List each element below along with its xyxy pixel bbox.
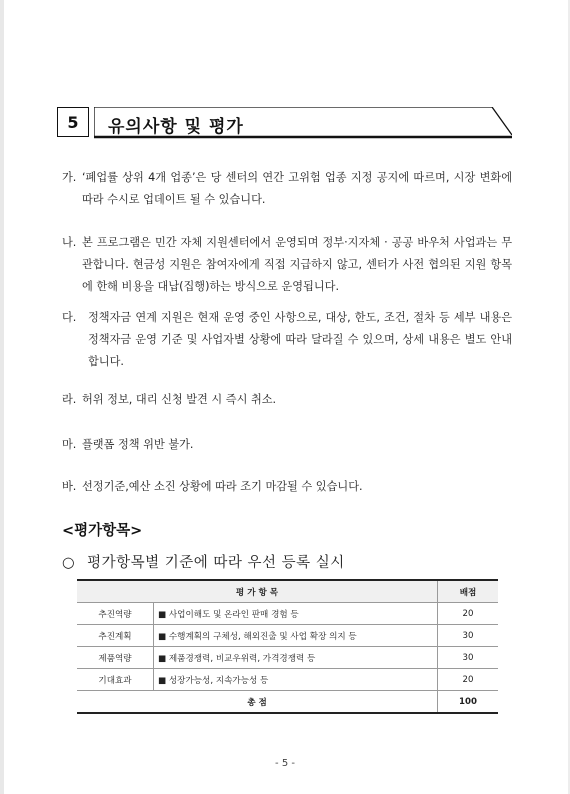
- header-evaluation-items: 평 가 항 목: [77, 580, 438, 603]
- row-category: 기대효과: [77, 669, 154, 691]
- table-row: [77, 603, 498, 625]
- row-category: 제품역량: [77, 647, 154, 669]
- notice-text: 본 프로그램은 민간 자체 지원센터에서 운영되며 정부·지자체 · 공공 바우처 사업과는 무관합니다. 현금성 지원은 참여자에게 직접 지급하지 않고, 센터가 사전 협의된 지원 항목에 한해 비용을 대납(집행)하는 방식으로 운영됩니다.: [82, 236, 512, 293]
- table-row: [77, 669, 498, 691]
- section-title-box: [94, 107, 512, 137]
- table-row: [77, 647, 498, 669]
- row-description: ■ 성장가능성, 지속가능성 등: [154, 669, 438, 691]
- table-total-row: [77, 691, 498, 714]
- evaluation-table: [77, 579, 498, 714]
- notice-text: 허위 정보, 대리 신청 발견 시 즉시 취소.: [82, 393, 277, 406]
- row-description: ■ 수행계획의 구체성, 해외진출 및 사업 확장 의지 등: [154, 625, 438, 647]
- notice-item-ma: [62, 434, 512, 456]
- table-row: [77, 625, 498, 647]
- notice-item-ga: [62, 167, 512, 211]
- notice-text: 선정기준,예산 소진 상황에 따라 조기 마감될 수 있습니다.: [82, 480, 363, 493]
- notice-text: 플랫폼 정책 위반 불가.: [82, 438, 194, 451]
- row-category: 추진역량: [77, 603, 154, 625]
- row-score: 20: [438, 603, 499, 625]
- notice-marker: 다.: [62, 311, 77, 324]
- section-number: 5: [57, 107, 89, 137]
- row-category: 추진계획: [77, 625, 154, 647]
- notice-marker: 라.: [62, 393, 77, 406]
- header-score: 배점: [438, 580, 499, 603]
- notice-text: ‘폐업률 상위 4개 업종’은 당 센터의 연간 고위험 업종 지정 공지에 따르며, 시장 변화에 따라 수시로 업데이트 될 수 있습니다.: [82, 171, 512, 206]
- evaluation-subheading-row: [62, 551, 345, 572]
- notice-item-na: [62, 232, 512, 298]
- row-score: 30: [438, 647, 499, 669]
- evaluation-heading: <평가항목>: [62, 523, 143, 539]
- table-header-row: [77, 580, 498, 603]
- total-label: 총 점: [77, 691, 438, 714]
- total-score: 100: [438, 691, 499, 714]
- notice-marker: 바.: [62, 480, 77, 493]
- section-header: [57, 107, 512, 141]
- row-description: ■ 제품경쟁력, 비교우위력, 가격경쟁력 등: [154, 647, 438, 669]
- notice-item-da: [62, 307, 512, 373]
- notice-item-ba: [62, 476, 512, 498]
- row-score: 30: [438, 625, 499, 647]
- row-score: 20: [438, 669, 499, 691]
- page-left-edge: [0, 0, 4, 794]
- section-title: 유의사항 및 평가: [108, 117, 244, 137]
- notice-marker: 마.: [62, 438, 77, 451]
- circle-bullet-icon: ○: [62, 555, 76, 571]
- row-description: ■ 사업이해도 및 온라인 판매 경험 등: [154, 603, 438, 625]
- notice-marker: 나.: [62, 236, 77, 249]
- notice-item-ra: [62, 389, 512, 411]
- evaluation-subheading: 평가항목별 기준에 따라 우선 등록 실시: [87, 555, 345, 571]
- page-number: - 5 -: [275, 758, 295, 769]
- notice-text: 정책자금 연계 지원은 현재 운영 중인 사항으로, 대상, 한도, 조건, 절차 등 세부 내용은 정책자금 운영 기준 및 사업자별 상황에 따라 달라질 수 있으며, 상세 내용은 별도 안내합니다.: [88, 311, 512, 368]
- notice-marker: 가.: [62, 171, 77, 184]
